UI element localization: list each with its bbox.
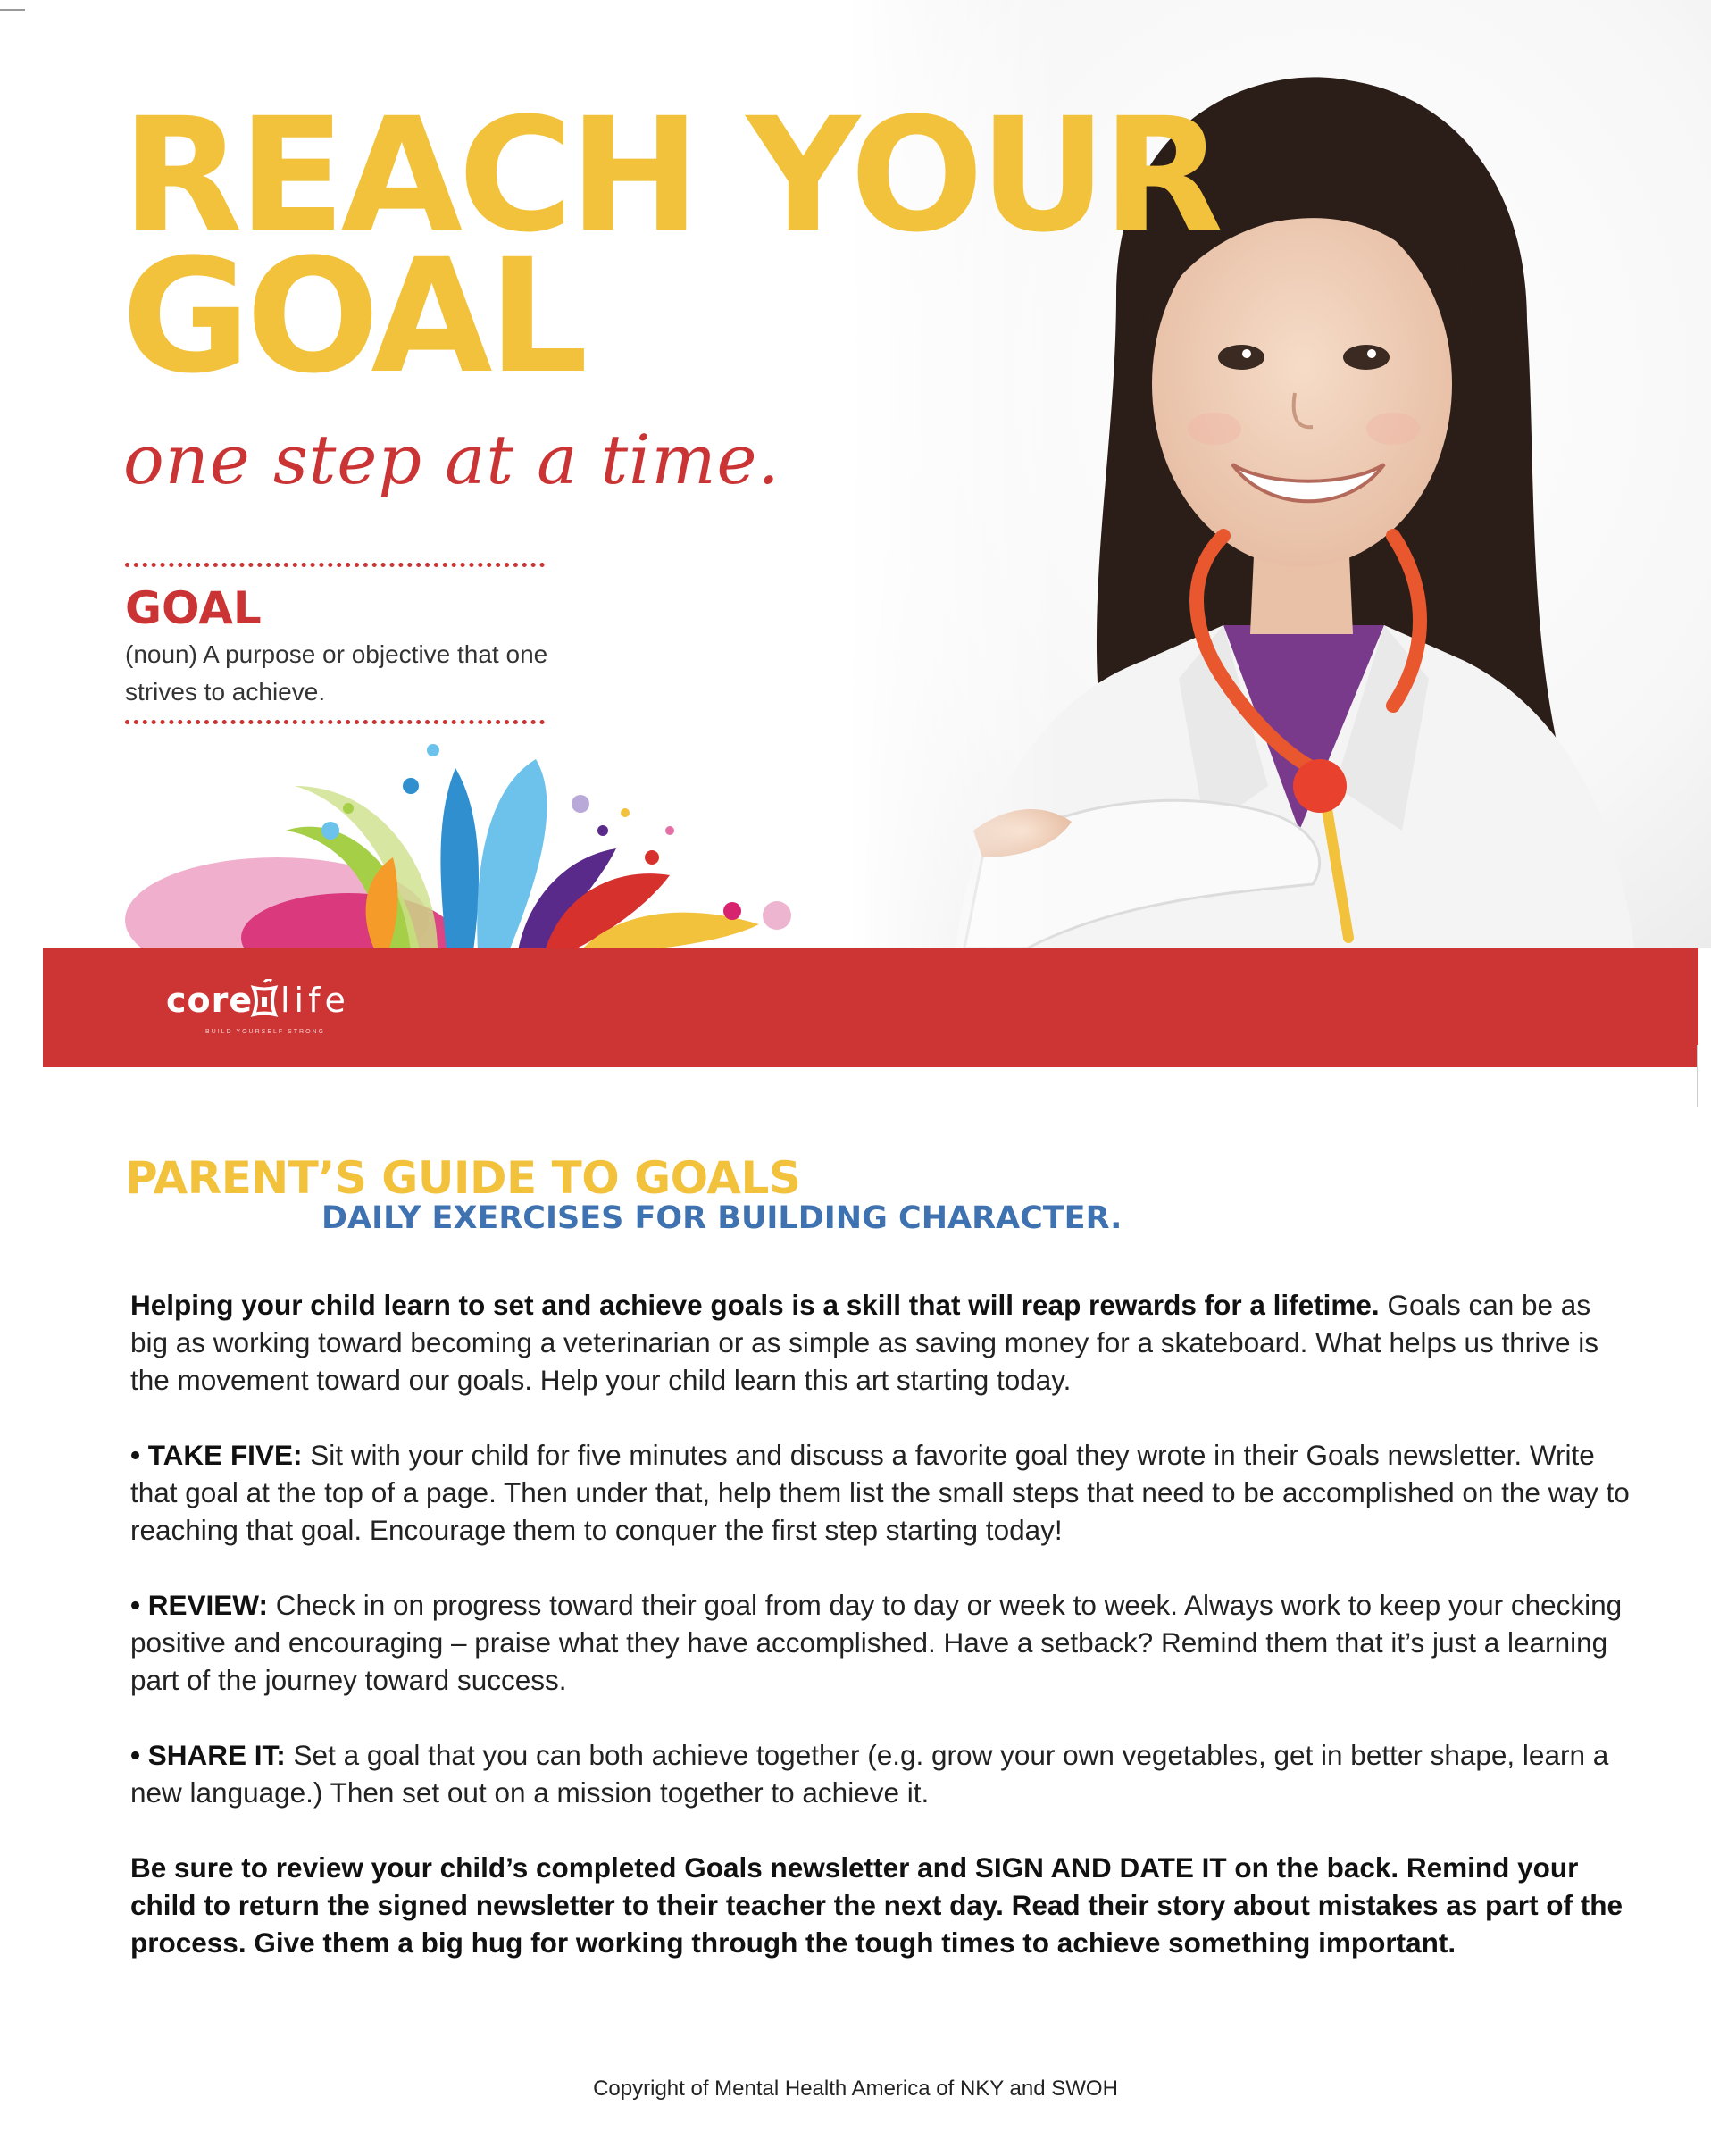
- tip-text: Sit with your child for five minutes and discuss a favorite goal they wrote in their Goals newsletter. Write that goal at the top of a page. Then under that, help them list the small steps that need to be accomplished on the way to reaching that goal. Encourage them to conquer the first step starting today!: [130, 1439, 1630, 1546]
- tagline: one step at a time.: [123, 420, 780, 499]
- headline: [121, 84, 1219, 408]
- copyright-footer: Copyright of Mental Health America of NKY and SWOH: [593, 2077, 1118, 2101]
- intro-paragraph: [130, 1286, 1631, 1399]
- guide-title: PARENT’S GUIDE TO GOALS: [125, 1152, 801, 1204]
- logo-core-text: core: [166, 981, 254, 1020]
- guide-subtitle: DAILY EXERCISES FOR BUILDING CHARACTER.: [321, 1200, 1123, 1236]
- headline-line-1: REACH YOUR: [121, 84, 1219, 267]
- guide-body: [130, 1286, 1631, 1999]
- intro-rest: Goals can be as big as working toward becoming a veterinarian or as simple as saving money for a skateboard. What helps us thrive is the movement toward our goals. Help your child learn this art starting today.: [130, 1289, 1599, 1396]
- tip-label: • SHARE IT:: [130, 1739, 286, 1771]
- edge-rule: [1697, 1045, 1698, 1107]
- core-life-logo: [123, 974, 409, 1045]
- closing-text: Be sure to review your child’s completed Goals newsletter and SIGN AND DATE IT on the back. Remind your child to return the signed newsletter to their teacher the next day. Read their story about mistakes as part of the process. Give them a big hug for working through the tough times to achieve something important.: [130, 1851, 1623, 1959]
- tip-take-five: [130, 1436, 1631, 1549]
- logo-life-text: life: [280, 981, 350, 1020]
- tip-text: Check in on progress toward their goal from day to day or week to week. Always work to keep your checking positive and encouraging – praise what they have accomplished. Have a setback? Remind them that it’s just a learning part of the journey toward success.: [130, 1589, 1623, 1696]
- tip-text: Set a goal that you can both achieve together (e.g. grow your own vegetables, get in better shape, learn a new language.) Then set out on a mission together to achieve it.: [130, 1739, 1609, 1809]
- intro-lead: Helping your child learn to set and achieve goals is a skill that will reap rewards for a lifetime.: [130, 1289, 1380, 1321]
- paint-splash-graphic: [116, 732, 813, 951]
- dotted-divider-top: [125, 563, 545, 567]
- dotted-divider-bottom: [125, 720, 545, 724]
- headline-line-2: GOAL: [121, 225, 584, 408]
- tip-label: • TAKE FIVE:: [130, 1439, 303, 1471]
- definition-text: (noun) A purpose or objective that one strives to achieve.: [125, 640, 548, 706]
- tip-share-it: [130, 1736, 1631, 1811]
- tip-label: • REVIEW:: [130, 1589, 268, 1621]
- definition-word: GOAL: [125, 582, 262, 634]
- logo-tagline: BUILD YOURSELF STRONG: [205, 1029, 326, 1035]
- apple-core-icon: [248, 979, 280, 1024]
- tip-review: [130, 1586, 1631, 1699]
- closing-paragraph: [130, 1849, 1631, 1961]
- crop-mark-left: [0, 9, 25, 11]
